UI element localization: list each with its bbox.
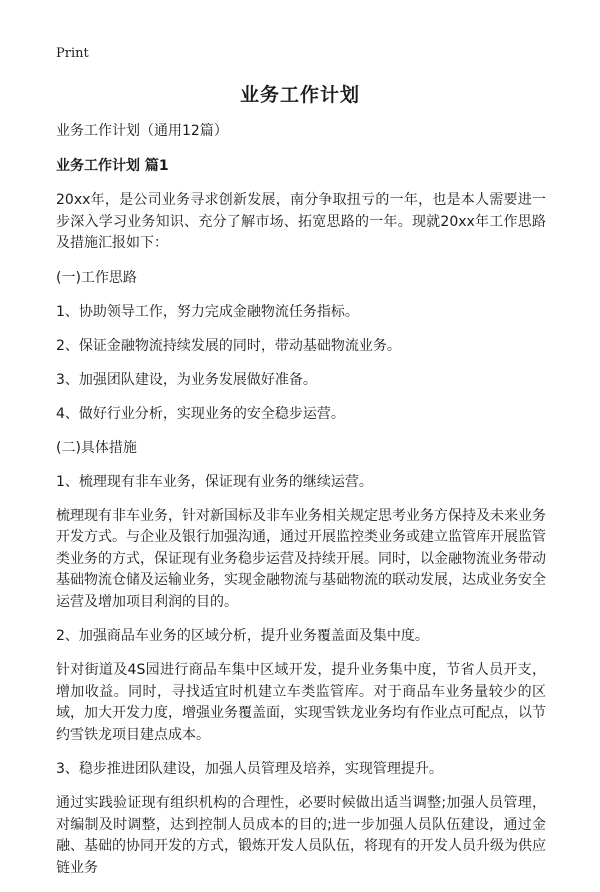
paragraph-measure-3-detail: 通过实践验证现有组织机构的合理性，必要时候做出适当调整;加强人员管理，对编制及时调整，达到控制人员成本的目的;进一步加强人员队伍建设，通过金融、基础的协同开发的方式，锻炼开发人员队伍，将现有的开发人员升级为供应链业务 — [56, 795, 546, 876]
paragraph-item-1: 1、协助领导工作，努力完成金融物流任务指标。 — [56, 303, 359, 320]
paragraph-intro: 20xx年，是公司业务寻求创新发展，南分争取扭亏的一年，也是本人需要进一步深入学习业务知识、充分了解市场、拓宽思路的一年。现就20xx年工作思路及措施汇报如下： — [56, 192, 546, 251]
paragraph-measure-2: 2、加强商品车业务的区域分析，提升业务覆盖面及集中度。 — [56, 628, 429, 644]
paragraph-measure-2-detail: 针对街道及4S园进行商品车集中区域开发，提升业务集中度，节省人员开支，增加收益。同时，寻找适宜时机建立车类监管库。对于商品车业务量较少的区域，加大开发力度，增强业务覆盖面，实现雪铁龙业务均有作业点可配点，以节约雪铁龙项目建点成本。 — [56, 662, 546, 743]
document-body — [56, 121, 546, 892]
document-title: 业务工作计划 — [239, 84, 360, 106]
section-title: 业务工作计划 篇1 — [56, 158, 169, 174]
paragraph-measure-3: 3、稳步推进团队建设，加强人员管理及培养，实现管理提升。 — [56, 761, 443, 777]
paragraph-item-3: 3、加强团队建设，为业务发展做好准备。 — [56, 371, 317, 388]
paragraph-heading-measures: (二)具体措施 — [56, 439, 137, 456]
paragraph-item-4: 4、做好行业分析，实现业务的安全稳步运营。 — [56, 405, 345, 422]
paragraph-heading-thoughts: (一)工作思路 — [56, 269, 137, 286]
paragraph-measure-1-detail: 梳理现有非车业务，针对新国标及非车业务相关规定思考业务方保持及未来业务开发方式。与企业及银行加强沟通，通过开展监控类业务或建立监管库开展监管类业务的方式，保证现有业务稳步运营及持续开展。同时，以金融物流业务带动基础物流仓储及运输业务，实现金融物流与基础物流的联动发展，达成业务安全运营及增加项目利润的目的。 — [56, 507, 546, 610]
paragraph-item-2: 2、保证金融物流持续发展的同时，带动基础物流业务。 — [56, 337, 401, 354]
document-subtitle: 业务工作计划（通用12篇） — [56, 123, 228, 139]
print-link[interactable]: Print — [56, 46, 89, 61]
paragraph-measure-1: 1、梳理现有非车业务，保证现有业务的继续运营。 — [56, 473, 373, 490]
